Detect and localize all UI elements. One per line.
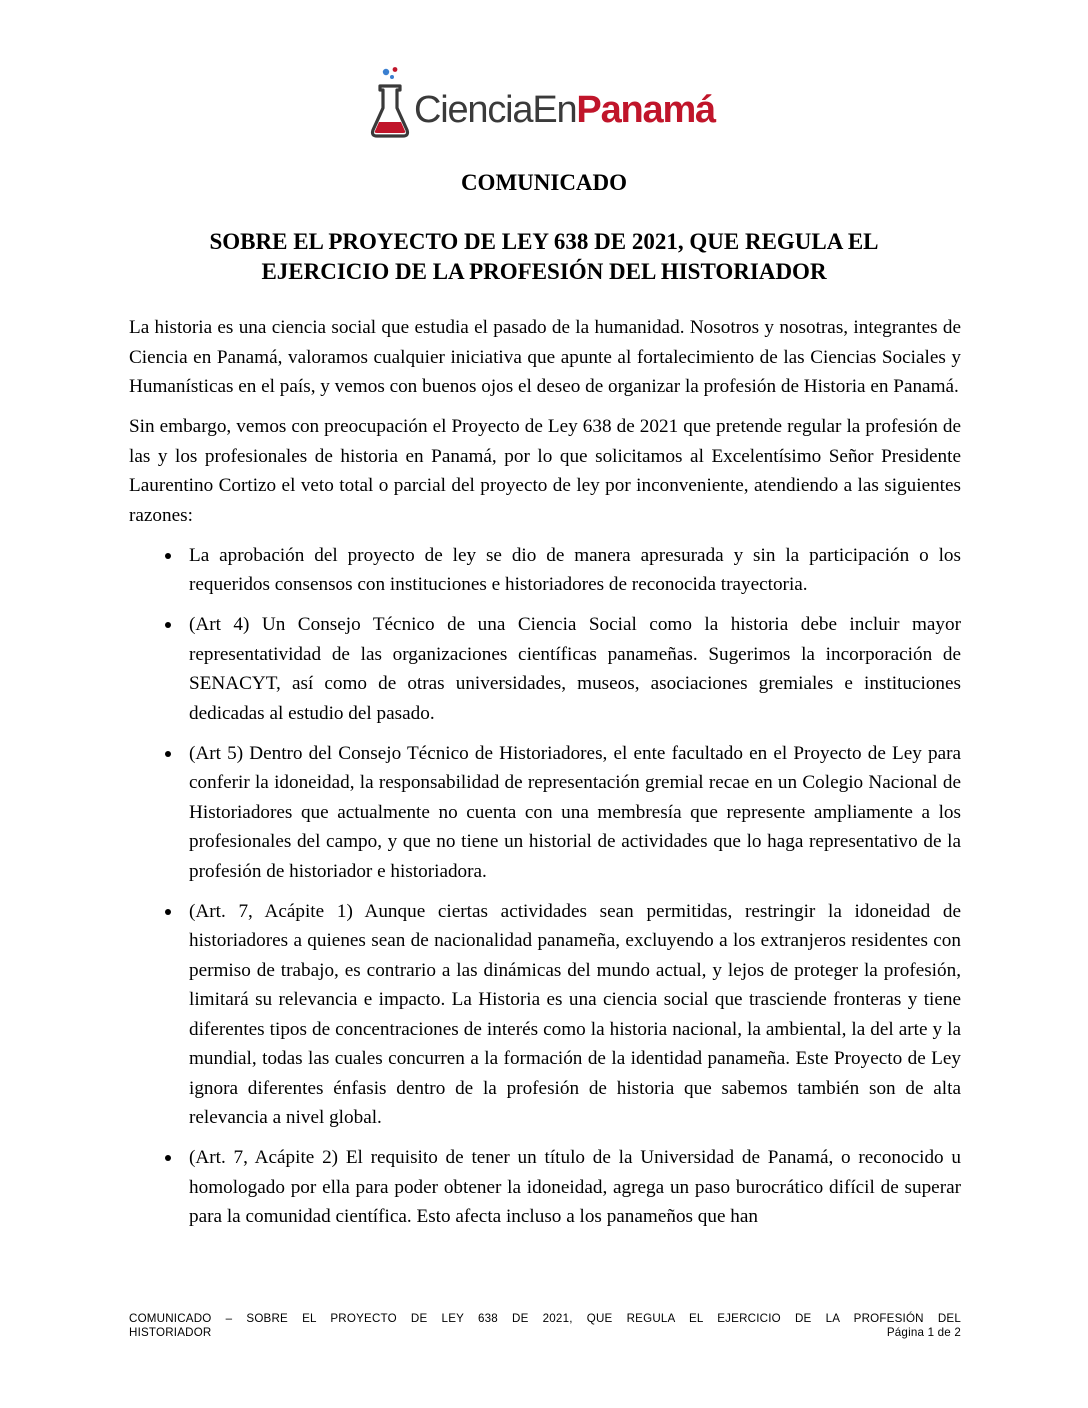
list-item-text: (Art 4) Un Consejo Técnico de una Ciencia Social como la historia debe incluir mayor representatividad de las organizaciones científicas panameñas. Sugerimos la incorporación de SENACYT, así como de otras universidades, museos, asociaciones gremiales e instituciones dedicadas al estudio del pasado. — [189, 614, 961, 724]
bullet-icon — [165, 909, 171, 915]
reasons-list — [129, 541, 961, 1232]
bullet-icon — [165, 751, 171, 757]
list-item — [129, 1143, 961, 1232]
list-item-text: (Art. 7, Acápite 1) Aunque ciertas actividades sean permitidas, restringir la idoneidad de historiadores a quienes sean de nacionalidad panameña, excluyendo a los extranjeros residentes con permiso de trabajo, es contrario a las dinámicas del mundo actual, y lejos de proteger la profesión, limitará su relevancia e impacto. La Historia es una ciencia social que trasciende fronteras y tiene diferentes tipos de concentraciones de interés como la historia nacional, la ambiental, la del arte y la mundial, todas las cuales concurren a la formación de la identidad panameña. Este Proyecto de Ley ignora diferentes énfasis dentro de la profesión de historia que sabemos también son de alta relevancia a nivel global. — [189, 900, 961, 1128]
document-heading: COMUNICADO — [460, 170, 628, 195]
bullet-icon — [165, 553, 171, 559]
list-item — [129, 610, 961, 728]
logo-text-part1: CienciaEn — [414, 88, 577, 131]
paragraph: La historia es una ciencia social que estudia el pasado de la humanidad. Nosotros y nosotras, integrantes de Ciencia en Panamá, valoramos cualquier iniciativa que apunte al fortalecimiento de las Ciencias Sociales y Humanísticas en el país, y vemos con buenos ojos el deseo de organizar la profesión de Historia en Panamá. — [129, 317, 961, 397]
page-footer — [129, 1312, 961, 1339]
logo-text-part2: Panamá — [576, 88, 715, 131]
logo — [370, 66, 730, 140]
list-item — [129, 739, 961, 887]
footer-title-line-1: COMUNICADO – SOBRE EL PROYECTO DE LEY 638 DE 2021, QUE REGULA EL EJERCICIO DE LA PROFESIÓN DEL — [129, 1312, 961, 1325]
footer-line-2 — [129, 1326, 961, 1340]
subtitle-line-1: SOBRE EL PROYECTO DE LEY 638 DE 2021, QUE REGULA EL — [209, 229, 879, 254]
flask-icon — [370, 66, 410, 140]
list-item-text: (Art. 7, Acápite 2) El requisito de tener un título de la Universidad de Panamá, o reconocido u homologado por ella para poder obtener la idoneidad, agrega un paso burocrático difícil de superar para la comunidad científica. Esto afecta incluso a los panameños que han — [189, 1147, 961, 1227]
list-item-text: (Art 5) Dentro del Consejo Técnico de Historiadores, el ente facultado en el Proyecto de Ley para conferir la idoneidad, la responsabilidad de representación gremial recae en un Colegio Nacional de Historiadores que actualmente no cuenta con una membresía que represente ampliamente a los profesionales del campo, y que no tiene un historial de actividades que lo haga representativo de la profesión de historiador e historiadora. — [189, 742, 961, 882]
bullet-icon — [165, 1155, 171, 1161]
list-item — [129, 541, 961, 600]
bullet-icon — [165, 622, 171, 628]
footer-title-line-2: HISTORIADOR — [129, 1325, 212, 1339]
list-item — [129, 897, 961, 1133]
list-item-text: La aprobación del proyecto de ley se dio de manera apresurada y sin la participación o los requeridos consensos con instituciones e historiadores de reconocida trayectoria. — [189, 544, 961, 595]
logo-wordmark — [414, 89, 715, 132]
paragraph: Sin embargo, vemos con preocupación el Proyecto de Ley 638 de 2021 que pretende regular la profesión de las y los profesionales de historia en Panamá, por lo que solicitamos al Excelentísimo Señor Presidente Laurentino Cortizo el veto total o parcial del proyecto de ley por inconveniente, atendiendo a las siguientes razones: — [129, 416, 961, 526]
document-body — [129, 313, 961, 1242]
document-subtitle — [0, 227, 1088, 287]
subtitle-line-2: EJERCICIO DE LA PROFESIÓN DEL HISTORIADOR — [261, 259, 827, 284]
page-number: Página 1 de 2 — [886, 1325, 961, 1339]
